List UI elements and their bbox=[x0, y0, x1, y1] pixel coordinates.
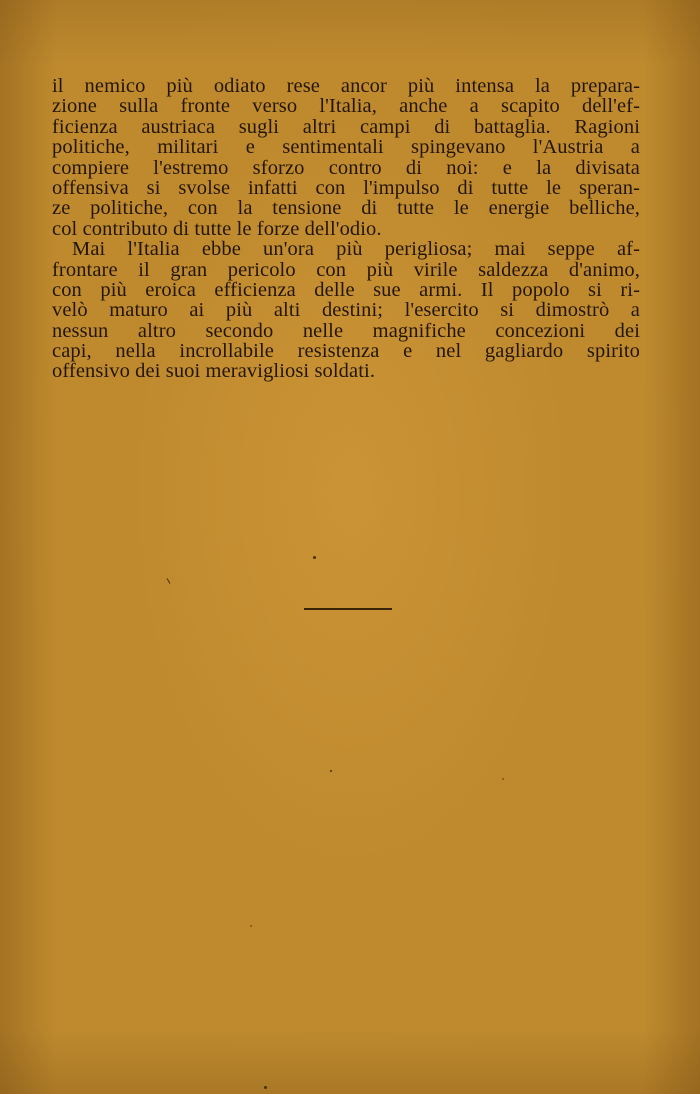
text-line: politiche, militari e sentimentali spingevano l'Austria a bbox=[52, 136, 640, 159]
text-line: il nemico più odiato rese ancor più intensa la prepara- bbox=[52, 75, 640, 97]
paper-speck bbox=[250, 925, 252, 927]
section-divider bbox=[304, 608, 392, 610]
text-line: frontare il gran pericolo con più virile saldezza d'animo, bbox=[52, 258, 640, 281]
paper-speck bbox=[167, 578, 171, 584]
paper-speck bbox=[502, 778, 504, 780]
text-line: offensivo dei suoi meravigliosi soldati. bbox=[52, 360, 376, 383]
text-line: col contributo di tutte le forze dell'odio. bbox=[52, 217, 382, 240]
body-text bbox=[52, 76, 640, 382]
text-line: Mai l'Italia ebbe un'ora più perigliosa; mai seppe af- bbox=[72, 238, 640, 261]
paper-speck bbox=[313, 556, 316, 559]
text-line: capi, nella incrollabile resistenza e nel gagliardo spirito bbox=[52, 340, 640, 363]
text-line: con più eroica efficienza delle sue armi. Il popolo si ri- bbox=[52, 278, 640, 301]
text-line: ficienza austriaca sugli altri campi di battaglia. Ragioni bbox=[52, 115, 640, 138]
text-line: ze politiche, con la tensione di tutte le energie belliche, bbox=[52, 197, 640, 220]
text-line: nessun altro secondo nelle magnifiche concezioni dei bbox=[52, 319, 640, 342]
paragraph-2 bbox=[52, 239, 640, 382]
paper-speck bbox=[330, 770, 332, 772]
text-line: offensiva si svolse infatti con l'impulso di tutte le speran- bbox=[52, 176, 640, 199]
text-line: compiere l'estremo sforzo contro di noi: e la divisata bbox=[52, 156, 640, 179]
text-line: zione sulla fronte verso l'Italia, anche a scapito dell'ef- bbox=[52, 95, 640, 118]
text-line: velò maturo ai più alti destini; l'esercito si dimostrò a bbox=[52, 299, 640, 322]
paragraph-1 bbox=[52, 76, 640, 239]
paper-speck bbox=[264, 1086, 267, 1089]
